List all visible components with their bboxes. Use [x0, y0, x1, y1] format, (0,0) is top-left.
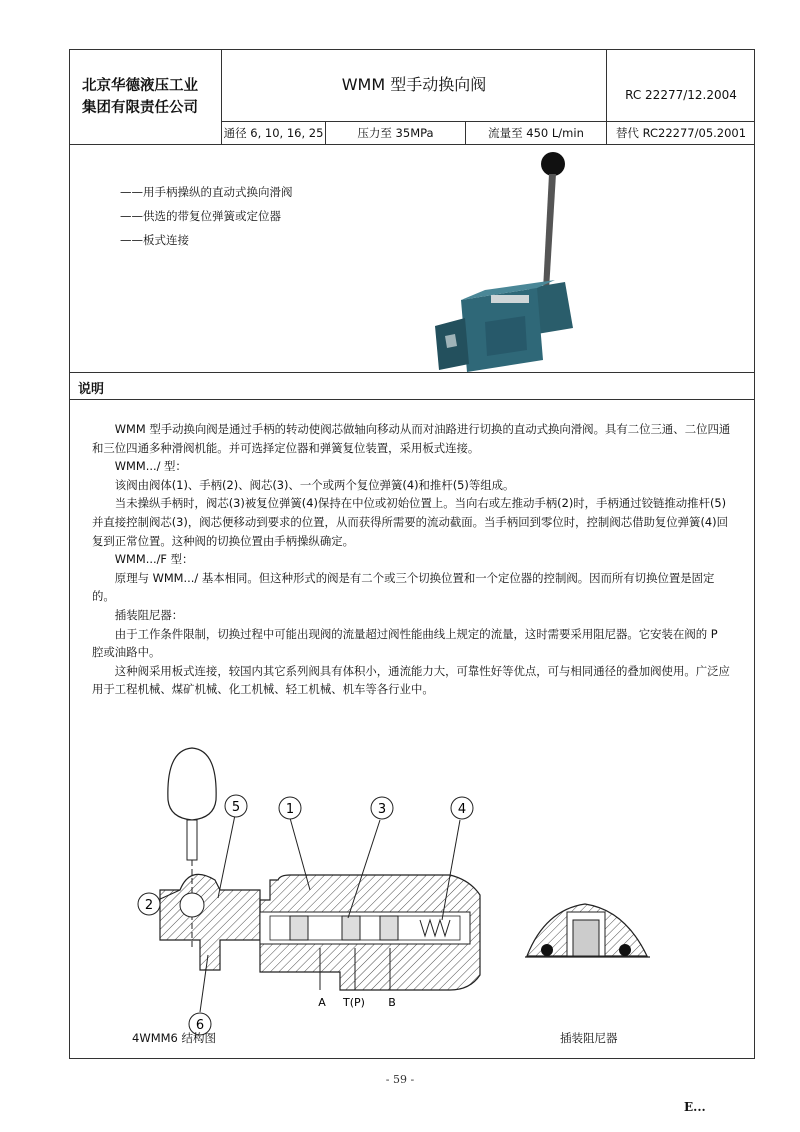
section-divider	[70, 399, 754, 400]
callout-2: 2	[144, 898, 154, 913]
company-name-line2: 集团有限责任公司	[82, 100, 198, 116]
spec-pressure: 压力至 35MPa	[357, 126, 434, 140]
feature-list	[120, 180, 293, 252]
structure-diagram	[120, 740, 500, 1040]
spec-flow: 流量至 450 L/min	[488, 126, 584, 140]
description-paragraph: WMM.../ 型：	[114, 459, 187, 474]
diagram-caption-left: 4WMM6 结构图	[132, 1031, 217, 1045]
header-bottom-line	[70, 144, 754, 145]
section-divider	[70, 372, 754, 373]
port-label-a: A	[318, 996, 326, 1009]
section-title: 说明	[78, 382, 105, 397]
company-name-line1: 北京华德液压工业	[82, 78, 198, 94]
port-label-b: B	[388, 996, 396, 1009]
feature-item: ——供选的带复位弹簧或定位器	[120, 209, 281, 223]
description-paragraph: WMM 型手动换向阀是通过手柄的转动使阀芯做轴向移动从而对油路进行切换的直动式换向滑阀。具有二位三通、二位四通和三位四通多种滑阀机能。并可选择定位器和弹簧复位装置，采用板式连接。	[92, 422, 731, 455]
callout-6: 6	[195, 1018, 205, 1033]
description-text	[92, 420, 732, 699]
throttle-insert-diagram	[525, 890, 650, 960]
description-paragraph: 该阀由阀体(1)、手柄(2)、阀芯(3)、一个或两个复位弹簧(4)和推杆(5)等组成。	[114, 477, 515, 492]
page-number: - 59 -	[385, 1073, 415, 1086]
spec-replaces: 替代 RC22277/05.2001	[615, 126, 747, 140]
header-divider	[221, 121, 754, 122]
callout-5: 5	[231, 800, 241, 815]
page-title: WMM 型手动换向阀	[341, 75, 487, 94]
description-paragraph: 这种阀采用板式连接，较国内其它系列阀具有体积小，通流能力大，可靠性好等优点，可与相同通径的叠加阀使用。广泛应用于工程机械、煤矿机械、化工机械、轻工机械、机车等各行业中。	[92, 663, 730, 697]
callout-4: 4	[457, 802, 467, 817]
corner-mark: E...	[684, 1100, 706, 1114]
page-frame	[69, 49, 755, 1059]
feature-item: ——用手柄操纵的直动式换向滑阀	[120, 185, 293, 199]
feature-item: ——板式连接	[120, 233, 189, 247]
description-paragraph: 由于工作条件限制，切换过程中可能出现阀的流量超过阀性能曲线上规定的流量，这时需要采用阻尼器。它安装在阀的 P 腔或油路中。	[92, 626, 718, 660]
spec-bore: 通径 6, 10, 16, 25	[223, 126, 324, 140]
valve-product-image	[425, 150, 585, 372]
document-code: RC 22277/12.2004	[625, 88, 737, 102]
callout-1: 1	[285, 802, 295, 817]
description-paragraph: 插装阻尼器：	[114, 607, 184, 622]
company-name	[82, 75, 198, 119]
description-paragraph: WMM.../F 型：	[114, 552, 194, 567]
port-label-tp: T(P)	[343, 996, 365, 1009]
description-paragraph: 当未操纵手柄时，阀芯(3)被复位弹簧(4)保持在中位或初始位置上。当向右或左推动手柄(2)时，手柄通过铰链推动推杆(5)并直接控制阀芯(3)，阀芯便移动到要求的位置，从而获得所需要的流动截面。当手柄回到零位时，控制阀芯借助复位弹簧(4)回复到正常位置。这种阀的切换位置由手柄操纵确定。	[92, 496, 728, 548]
callout-3: 3	[377, 802, 387, 817]
description-paragraph: 原理与 WMM.../ 基本相同。但这种形式的阀是有二个或三个切换位置和一个定位器的控制阀。因而所有切换位置是固定的。	[92, 570, 715, 604]
diagram-caption-right: 插装阻尼器	[560, 1031, 618, 1045]
